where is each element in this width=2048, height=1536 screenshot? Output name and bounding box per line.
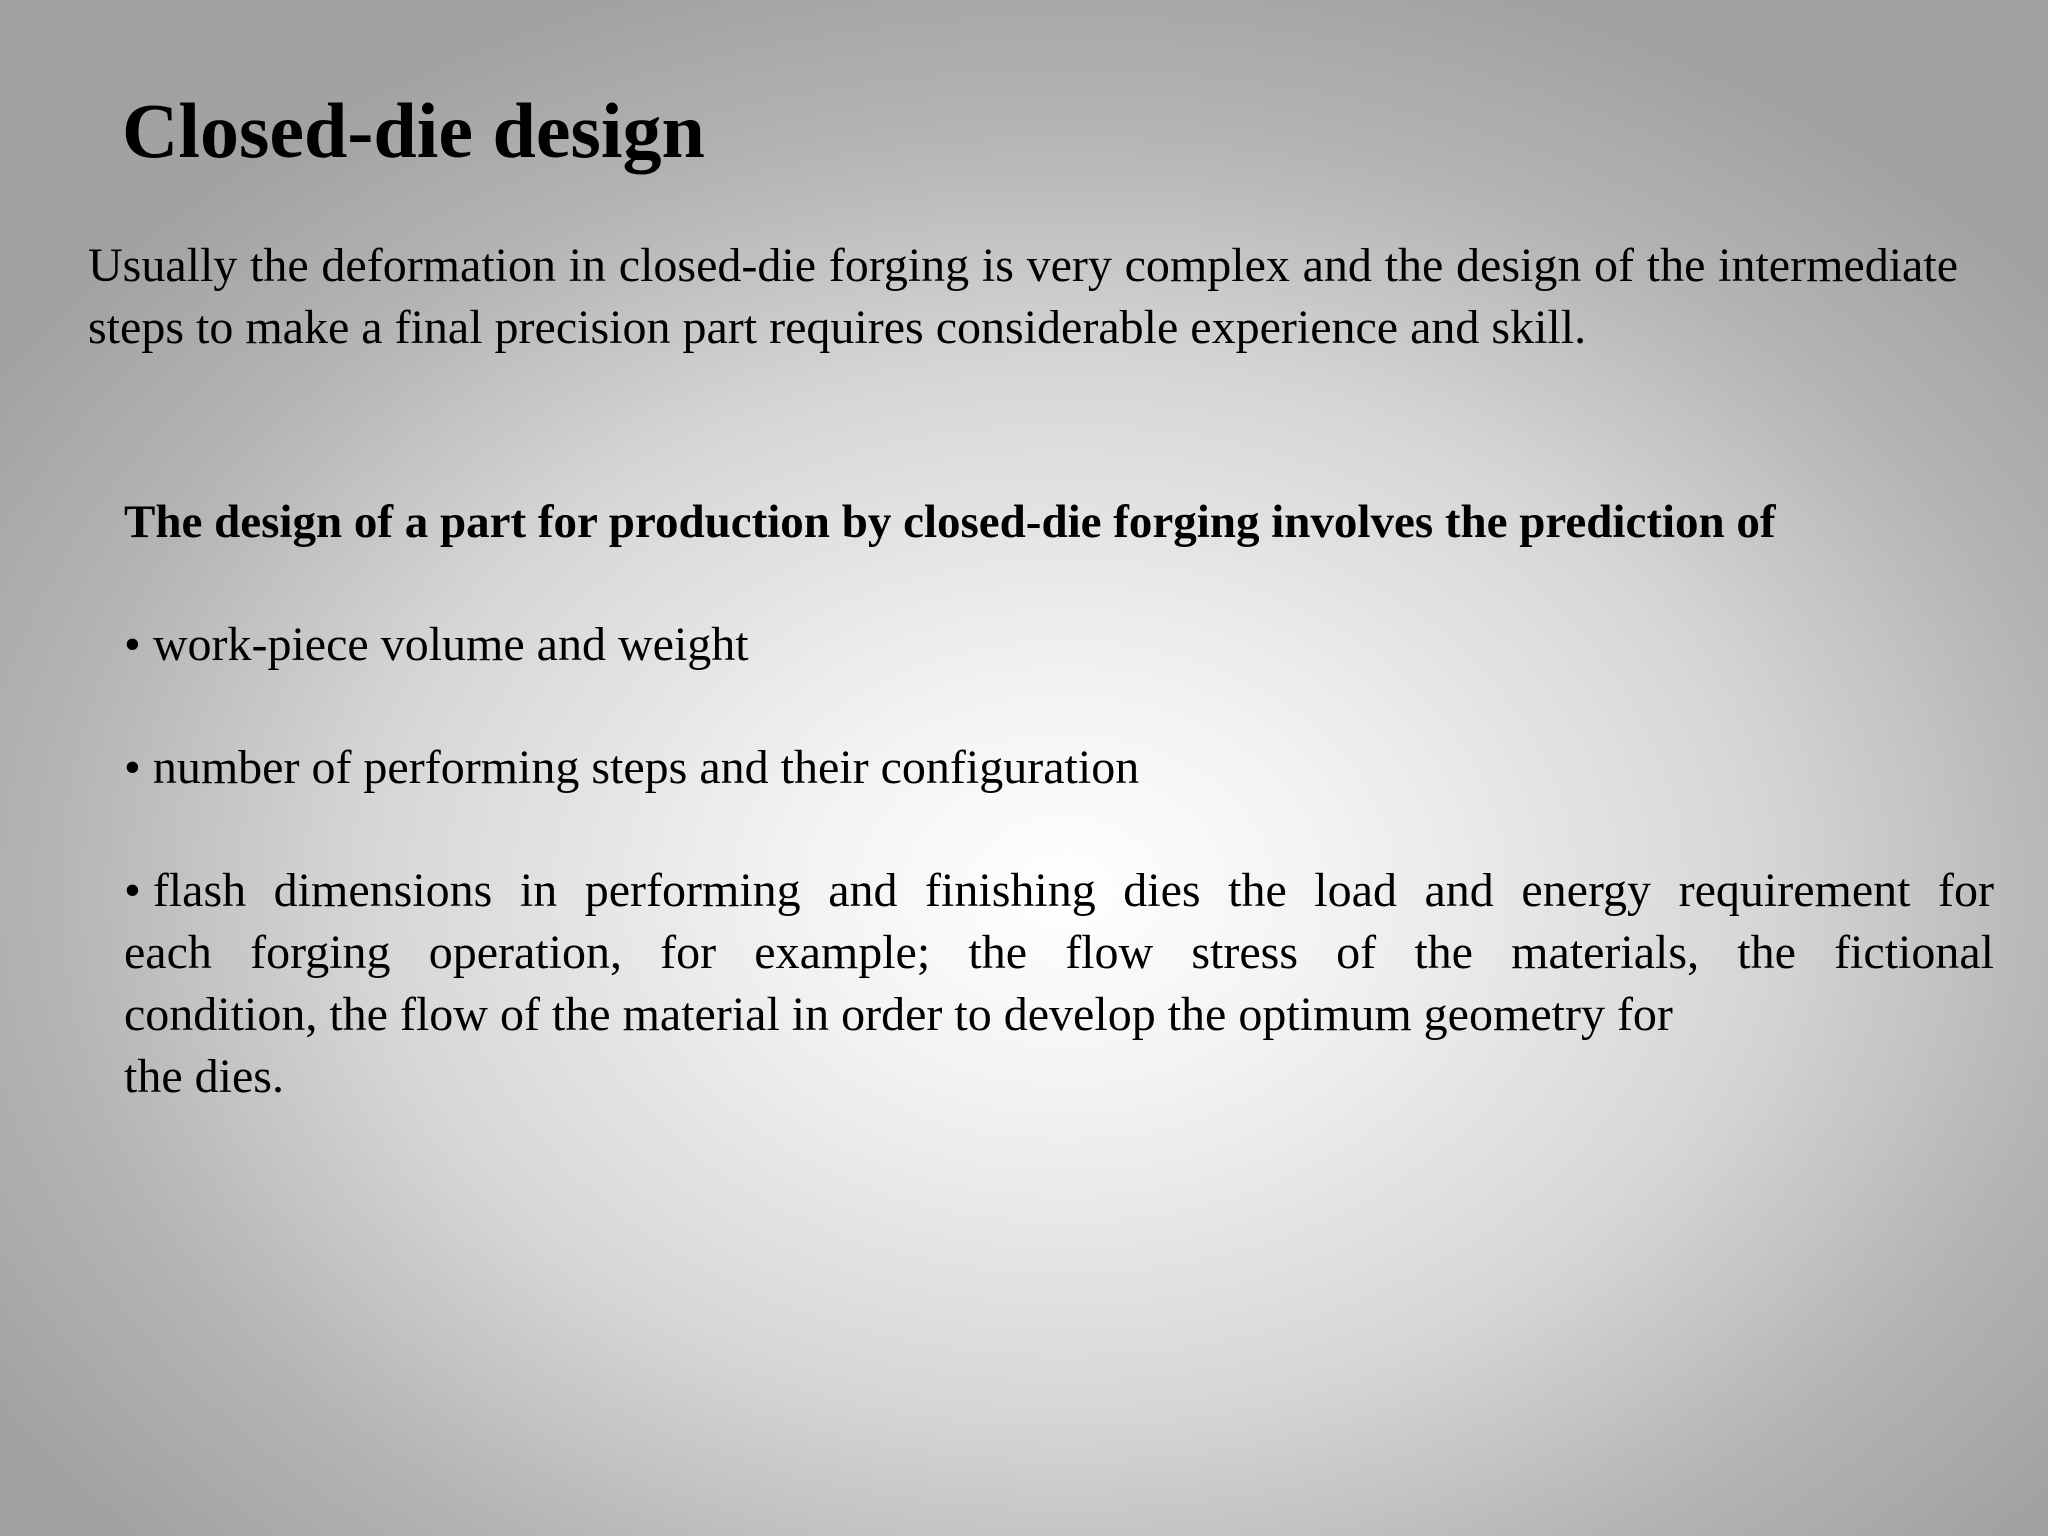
slide-title: Closed-die design [122, 87, 705, 174]
intro-paragraph: Usually the deformation in closed-die forging is very complex and the design of the intermediate steps to make a final precision part requires considerable experience and skill. [88, 239, 1958, 354]
bullet-line-text: flash dimensions in performing and finishing dies the load and energy requirement for [152, 864, 1994, 917]
bullet-item-flash [124, 860, 1994, 1108]
bullet-text: work-piece volume and weight [152, 618, 749, 671]
bullet-text-block [124, 860, 1994, 1108]
bullet-line: the dies. [124, 1050, 284, 1103]
bullet-mark: • [124, 618, 141, 671]
bullet-list [124, 614, 1994, 1169]
bullet-line [124, 860, 1994, 922]
bullet-line: condition, the flow of the material in order to develop the optimum geometry for [124, 988, 1673, 1041]
bullet-mark: • [124, 864, 141, 917]
bullet-mark: • [124, 741, 141, 794]
lead-statement: The design of a part for production by closed-die forging involves the prediction of [124, 496, 1776, 548]
bullet-text: number of performing steps and their configuration [152, 741, 1140, 794]
bullet-item-steps [124, 737, 1994, 799]
bullet-line: each forging operation, for example; the flow stress of the materials, the fictional [124, 926, 1994, 979]
bullet-item-volume [124, 614, 1994, 676]
